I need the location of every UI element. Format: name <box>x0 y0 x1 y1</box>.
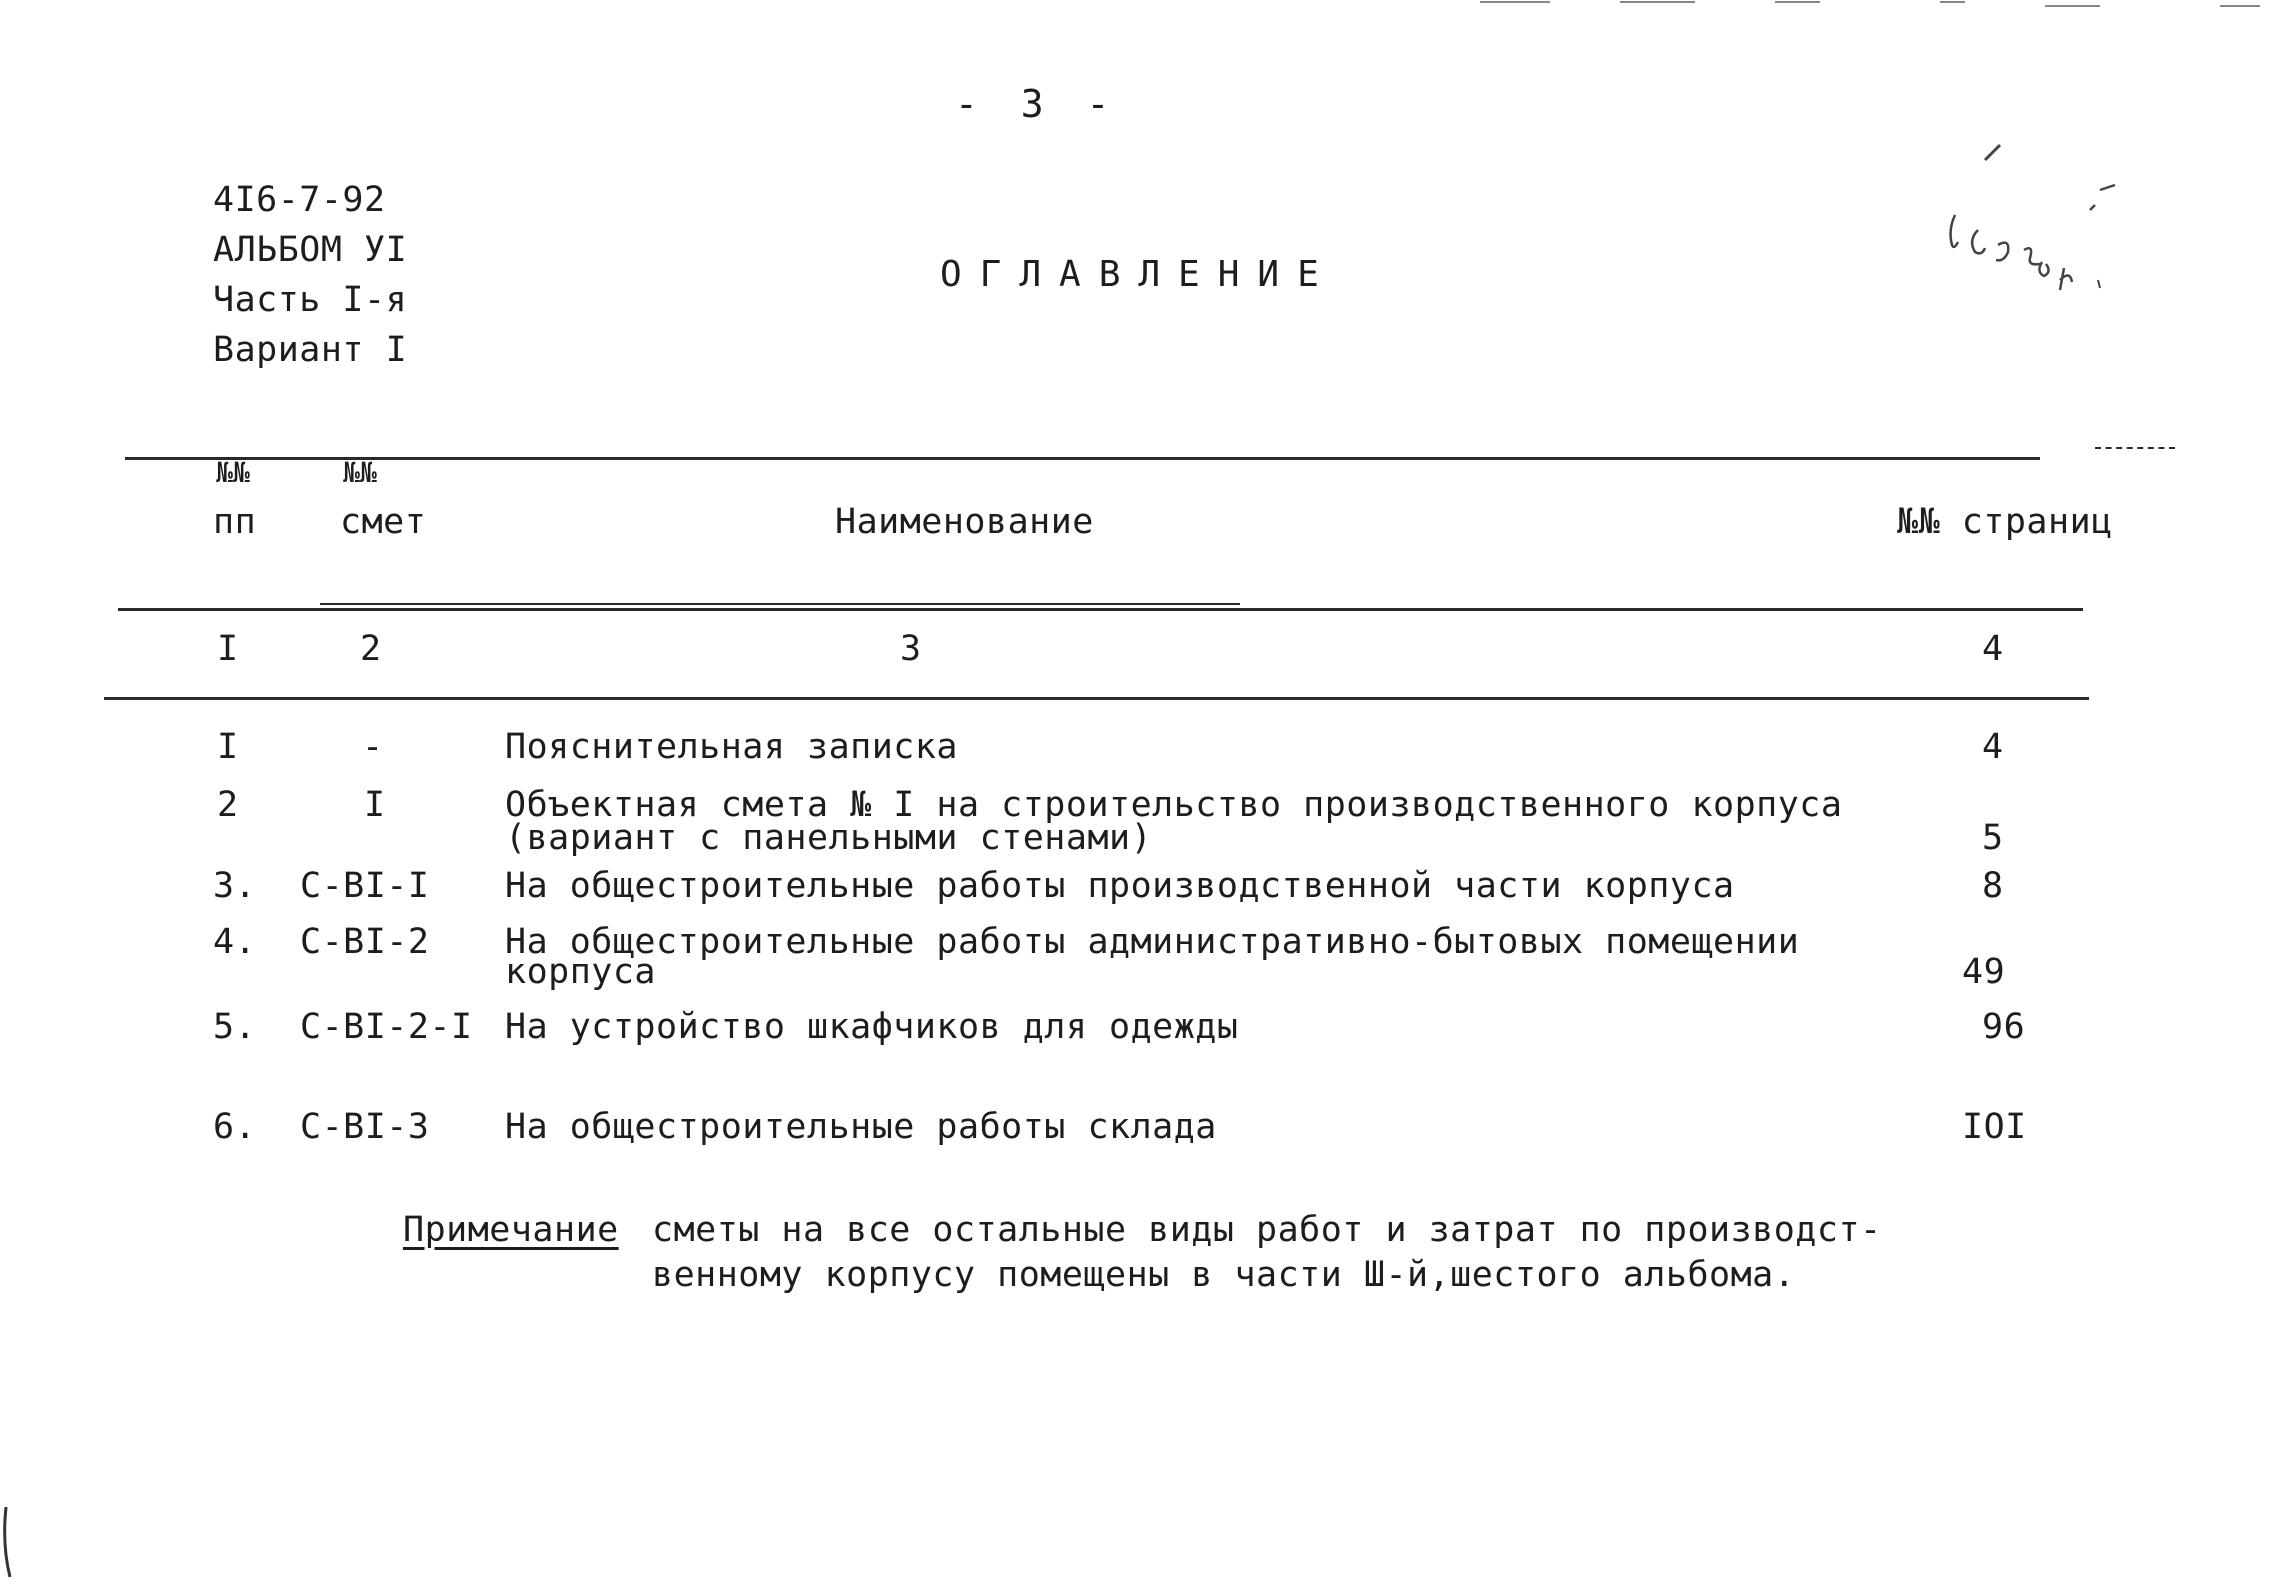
handwritten-mark <box>1930 130 2150 330</box>
header-pp-number-sign: №№ <box>216 456 250 489</box>
row-4-name-line-1: На общестроительные работы административно-бытовых помещении <box>505 922 1800 962</box>
note-line-1: сметы на все остальные виды работ и затрат по производст- <box>652 1210 1882 1250</box>
row-3-smeta: С-BI-I <box>300 866 430 906</box>
row-5-smeta: С-BI-2-I <box>300 1007 473 1047</box>
scan-artifact-top <box>1470 0 2286 12</box>
row-4-page: 49 <box>1962 952 2006 992</box>
page-number: - 3 - <box>955 82 1120 126</box>
row-6-pp: 6. <box>213 1107 257 1147</box>
row-5-name: На устройство шкафчиков для одежды <box>505 1007 1239 1047</box>
row-6-page: IOI <box>1962 1107 2027 1147</box>
header-bottom-rule-inner <box>320 603 1240 605</box>
header-bottom-rule <box>118 608 2083 611</box>
column-numbers-bottom-rule <box>104 697 2089 700</box>
header-pages: №№ страниц <box>1897 502 2113 542</box>
row-4-smeta: С-BI-2 <box>300 922 430 962</box>
document-title: ОГЛАВЛЕНИЕ <box>940 254 1337 295</box>
header-name: Наименование <box>835 502 1094 542</box>
row-4-pp: 4. <box>213 922 257 962</box>
row-6-smeta: С-BI-3 <box>300 1107 430 1147</box>
note-label: Примечание <box>403 1210 619 1250</box>
table-top-rule-tail <box>2095 447 2175 449</box>
column-number-4: 4 <box>1982 629 2004 669</box>
document-code: 4I6-7-92 <box>213 180 386 220</box>
header-smet-number-sign: №№ <box>343 456 377 489</box>
row-1-page: 4 <box>1982 727 2004 767</box>
row-2-page: 5 <box>1982 818 2004 858</box>
album-label: АЛЬБОМ УI <box>213 230 408 270</box>
row-1-name: Пояснительная записка <box>505 727 959 767</box>
variant-label: Вариант I <box>213 330 408 370</box>
row-2-name-line-1: Объектная смета № I на строительство производственного корпуса <box>505 785 1843 825</box>
row-3-pp: 3. <box>213 866 257 906</box>
column-number-2: 2 <box>360 629 382 669</box>
header-smet: смет <box>340 502 427 542</box>
part-label: Часть I-я <box>213 280 408 320</box>
row-5-page: 96 <box>1982 1007 2026 1047</box>
row-3-page: 8 <box>1982 866 2004 906</box>
row-2-name-line-2: (вариант с панельными стенами) <box>505 818 1153 858</box>
row-2-smeta: I <box>364 785 386 825</box>
row-4-name-line-2: корпуса <box>505 952 657 992</box>
row-2-pp: 2 <box>217 785 239 825</box>
row-3-name: На общестроительные работы производственной части корпуса <box>505 866 1735 906</box>
table-top-rule <box>125 457 2040 460</box>
column-number-1: I <box>217 629 239 669</box>
row-6-name: На общестроительные работы склада <box>505 1107 1217 1147</box>
scan-artifact-left <box>0 1505 20 1585</box>
header-pp: пп <box>213 502 257 542</box>
row-5-pp: 5. <box>213 1007 257 1047</box>
row-1-pp: I <box>217 727 239 767</box>
row-1-smeta: - <box>362 727 384 767</box>
note-line-2: венному корпусу помещены в части Ш-й,шестого альбома. <box>652 1255 1796 1295</box>
column-number-3: 3 <box>900 629 922 669</box>
